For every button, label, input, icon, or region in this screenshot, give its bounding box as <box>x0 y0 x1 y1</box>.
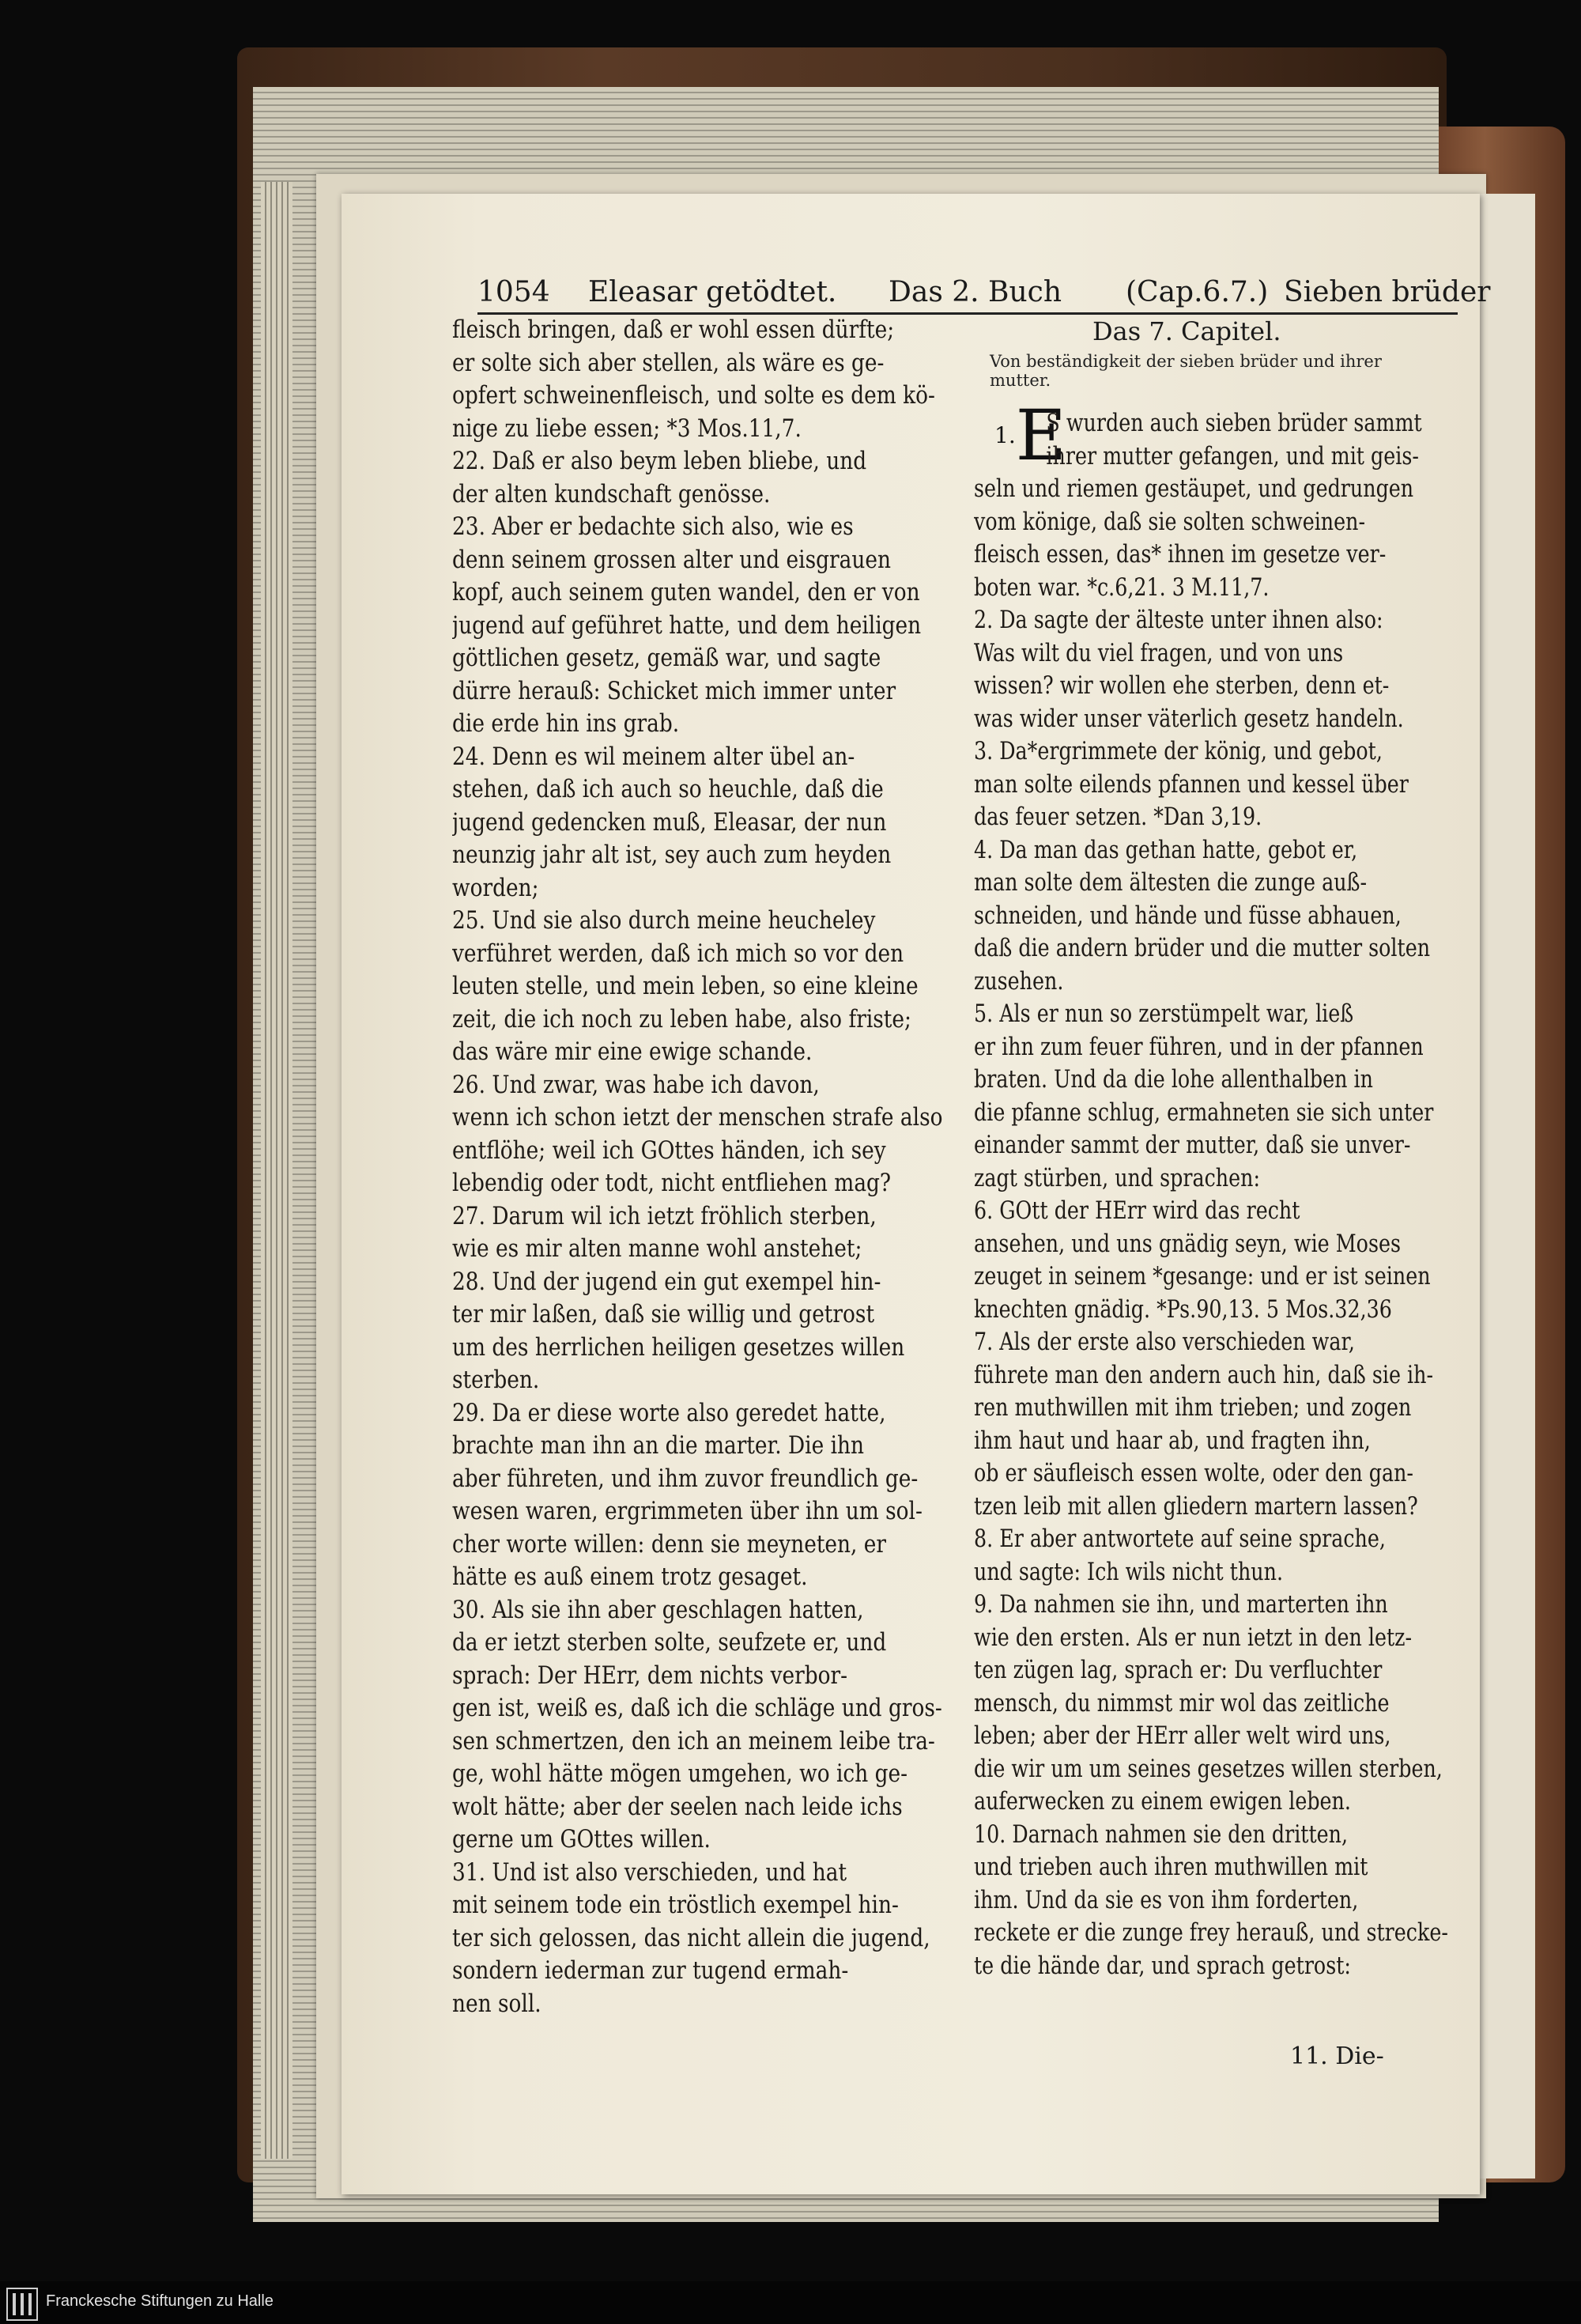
page-stack-side <box>261 182 292 2159</box>
text-line: 9. Da nahmen sie ihn, und marterten ihn <box>974 1591 1388 1619</box>
text-line: lebendig oder todt, nicht entfliehen mag? <box>452 1170 892 1197</box>
text-line: 31. Und ist also verschieden, und hat <box>452 1858 847 1887</box>
text-line: reckete er die zunge frey herauß, und strecke- <box>974 1919 1448 1947</box>
text-line: ter mir laßen, daß sie willig und getrost <box>452 1301 875 1328</box>
text-line: hätte es auß einem trotz gesaget. <box>452 1563 808 1591</box>
institution-name: Franckesche Stiftungen zu Halle <box>46 2292 274 2310</box>
text-line: leben; aber der HErr aller welt wird uns, <box>974 1722 1391 1750</box>
text-line: sen schmertzen, den ich an meinem leibe tra- <box>452 1727 935 1755</box>
text-line: mit seinem tode ein tröstlich exempel hin- <box>452 1891 899 1919</box>
text-line: vom könige, daß sie solten schweinen- <box>974 508 1366 536</box>
text-line: ihrer mutter gefangen, und mit geis- <box>1046 442 1419 470</box>
text-line: ihm haut und haar ab, und fragten ihn, <box>974 1427 1371 1455</box>
text-line: verführet werden, daß ich mich so vor den <box>452 939 904 968</box>
text-line: 30. Als sie ihn aber geschlagen hatten, <box>452 1596 864 1624</box>
text-line: zagt stürben, und sprachen: <box>974 1164 1260 1192</box>
text-line: da er ietzt sterben solte, seufzete er, und <box>452 1629 887 1657</box>
text-line: und sagte: Ich wils nicht thun. <box>974 1558 1284 1586</box>
text-line: Was wilt du viel fragen, und von uns <box>974 639 1344 667</box>
text-line: um des herrlichen heiligen gesetzes willen <box>452 1333 905 1362</box>
text-line: 5. Als er nun so zerstümpelt war, ließ <box>974 1000 1354 1028</box>
text-line: ge, wohl hätte mögen umgehen, wo ich ge- <box>452 1760 908 1788</box>
text-line: tzen leib mit allen gliedern martern lassen? <box>974 1492 1418 1521</box>
text-line: jugend gedencken muß, Eleasar, der nun <box>452 808 887 837</box>
text-line: man solte dem ältesten die zunge auß- <box>974 869 1368 897</box>
text-line: brachte man ihn an die marter. Die ihn <box>452 1432 865 1460</box>
right-column <box>974 407 1545 1982</box>
text-line: zeit, die ich noch zu leben habe, also friste; <box>452 1005 911 1034</box>
text-line: 2. Da sagte der älteste unter ihnen also: <box>974 607 1383 634</box>
text-line: ten zügen lag, sprach er: Du verfluchter <box>974 1657 1383 1684</box>
chapter-summary <box>990 352 1432 390</box>
catchword: 11. Die- <box>1290 2042 1384 2070</box>
text-line: ren muthwillen mit ihm trieben; und zogen <box>974 1394 1412 1422</box>
running-head-left: Eleasar getödtet. <box>588 276 837 308</box>
text-line: wesen waren, ergrimmeten über ihn um sol- <box>452 1498 923 1525</box>
text-line: einander sammt der mutter, daß sie unver- <box>974 1132 1411 1159</box>
text-line: die erde hin ins grab. <box>452 710 680 738</box>
text-line: braten. Und da die lohe allenthalben in <box>974 1066 1373 1094</box>
text-line: entflöhe; weil ich GOttes händen, ich sey <box>452 1136 886 1165</box>
book-page <box>341 194 1491 2194</box>
text-line: denn seinem grossen alter und eisgrauen <box>452 546 891 574</box>
text-line: und trieben auch ihren muthwillen mit <box>974 1854 1368 1881</box>
text-line: gerne um GOttes willen. <box>452 1826 711 1854</box>
text-line: 28. Und der jugend ein gut exempel hin- <box>452 1268 881 1296</box>
text-line: 8. Er aber antwortete auf seine sprache, <box>974 1525 1386 1553</box>
text-line: 27. Darum wil ich ietzt fröhlich sterben, <box>452 1202 877 1230</box>
text-line: gen ist, weiß es, daß ich die schläge und gros- <box>452 1695 942 1722</box>
text-line: was wider unser väterlich gesetz handeln. <box>974 705 1404 733</box>
text-line: 29. Da er diese worte also geredet hatte, <box>452 1399 886 1427</box>
text-line: fleisch bringen, daß er wohl essen dürfte; <box>452 316 895 344</box>
text-line: daß die andern brüder und die mutter solten <box>974 935 1431 962</box>
running-head-center: Das 2. Buch <box>889 276 1062 308</box>
text-line: die pfanne schlug, ermahneten sie sich unter <box>974 1098 1434 1127</box>
text-line: leuten stelle, und mein leben, so eine kleine <box>452 973 919 1000</box>
text-line: die wir um um seines gesetzes willen sterben, <box>974 1755 1443 1783</box>
text-line: wie es mir alten manne wohl anstehet; <box>452 1235 862 1263</box>
text-line: 26. Und zwar, was habe ich davon, <box>452 1071 820 1099</box>
text-line: zusehen. <box>974 967 1064 996</box>
chapter-summary-line: mutter. <box>990 371 1051 390</box>
text-line: ob er säufleisch essen wolte, oder den gan- <box>974 1460 1413 1487</box>
running-head <box>477 273 1491 315</box>
text-line: kopf, auch seinem guten wandel, den er von <box>452 579 920 607</box>
drop-cap-letter: E <box>1015 395 1066 476</box>
text-line: auferwecken zu einem ewigen leben. <box>974 1788 1351 1816</box>
text-line: 10. Darnach nahmen sie den dritten, <box>974 1820 1349 1849</box>
text-line: 23. Aber er bedachte sich also, wie es <box>452 513 854 541</box>
text-line: aber führeten, und ihm zuvor freundlich ge- <box>452 1464 919 1493</box>
text-line: cher worte willen: denn sie meyneten, er <box>452 1530 887 1559</box>
text-line: stehen, daß ich auch so heuchle, daß die <box>452 776 884 803</box>
text-line: zeuget in seinem *gesange: und er ist seinen <box>974 1263 1431 1290</box>
text-line: schneiden, und hände und füsse abhauen, <box>974 901 1402 930</box>
text-line: man solte eilends pfannen und kessel über <box>974 770 1409 799</box>
text-line: nige zu liebe essen; *3 Mos.11,7. <box>452 414 802 443</box>
text-line: ansehen, und uns gnädig seyn, wie Moses <box>974 1230 1401 1258</box>
text-line: ter sich gelossen, das nicht allein die jugend, <box>452 1924 930 1952</box>
text-line: führete man den andern auch hin, daß sie ih- <box>974 1361 1434 1389</box>
text-line: sprach: Der HErr, dem nichts verbor- <box>452 1661 847 1690</box>
text-line: fleisch essen, das* ihnen im gesetze ver- <box>974 541 1387 569</box>
text-line: das wäre mir eine ewige schande. <box>452 1038 813 1066</box>
text-line: S wurden auch sieben brüder sammt <box>1046 410 1422 437</box>
text-line: er ihn zum feuer führen, und in der pfannen <box>974 1033 1424 1061</box>
text-line: 3. Da*ergrimmete der könig, und gebot, <box>974 738 1383 765</box>
text-line: jugend auf geführet hatte, und dem heiligen <box>452 611 922 640</box>
text-line: 4. Da man das gethan hatte, gebot er, <box>974 836 1358 864</box>
text-line: worden; <box>452 874 539 902</box>
text-line: 22. Daß er also beym leben bliebe, und <box>452 448 867 475</box>
text-line: neunzig jahr alt ist, sey auch zum heyden <box>452 841 892 869</box>
text-line: knechten gnädig. *Ps.90,13. 5 Mos.32,36 <box>974 1295 1392 1324</box>
running-head-right: Sieben brüder <box>1284 276 1491 308</box>
text-line: der alten kundschaft genösse. <box>452 480 771 508</box>
text-line: nen soll. <box>452 1990 541 2018</box>
text-line: sterben. <box>452 1366 540 1394</box>
text-line: wenn ich schon ietzt der menschen strafe also <box>452 1104 943 1132</box>
text-line: dürre herauß: Schicket mich immer unter <box>452 677 896 705</box>
text-line: 24. Denn es wil meinem alter übel an- <box>452 743 855 771</box>
left-column <box>452 314 1019 2020</box>
text-line: wissen? wir wollen ehe sterben, denn et- <box>974 672 1390 700</box>
text-line: er solte sich aber stellen, als wäre es ge- <box>452 349 885 377</box>
verse-number: 1. <box>994 422 1016 448</box>
text-line: 6. GOtt der HErr wird das recht <box>974 1197 1300 1225</box>
text-line: seln und riemen gestäupet, und gedrungen <box>974 475 1414 503</box>
text-line: boten war. *c.6,21. 3 M.11,7. <box>974 573 1270 602</box>
text-line: te die hände dar, und sprach getrost: <box>974 1952 1351 1980</box>
text-line: opfert schweinenfleisch, und solte es dem kö- <box>452 382 935 410</box>
text-line: sondern iederman zur tugend ermah- <box>452 1957 849 1985</box>
institution-logo-icon <box>6 2288 38 2321</box>
text-line: 25. Und sie also durch meine heucheley <box>452 907 876 935</box>
text-line: wolt hätte; aber der seelen nach leide ichs <box>452 1793 903 1821</box>
chapter-title: Das 7. Capitel. <box>1092 316 1281 346</box>
text-line: 7. Als der erste also verschieden war, <box>974 1328 1355 1356</box>
text-line: ihm. Und da sie es von ihm forderten, <box>974 1886 1359 1914</box>
text-line: wie den ersten. Als er nun ietzt in den letz- <box>974 1623 1413 1652</box>
text-line: mensch, du nimmst mir wol das zeitliche <box>974 1689 1390 1717</box>
text-line: göttlichen gesetz, gemäß war, und sagte <box>452 644 881 672</box>
text-line: das feuer setzen. *Dan 3,19. <box>974 803 1262 831</box>
footer-bar <box>0 2281 1581 2324</box>
running-head-chapter: (Cap.6.7.) <box>1126 276 1269 308</box>
chapter-summary-line: Von beständigkeit der sieben brüder und ihrer <box>990 352 1382 371</box>
page-number: 1054 <box>477 276 550 308</box>
